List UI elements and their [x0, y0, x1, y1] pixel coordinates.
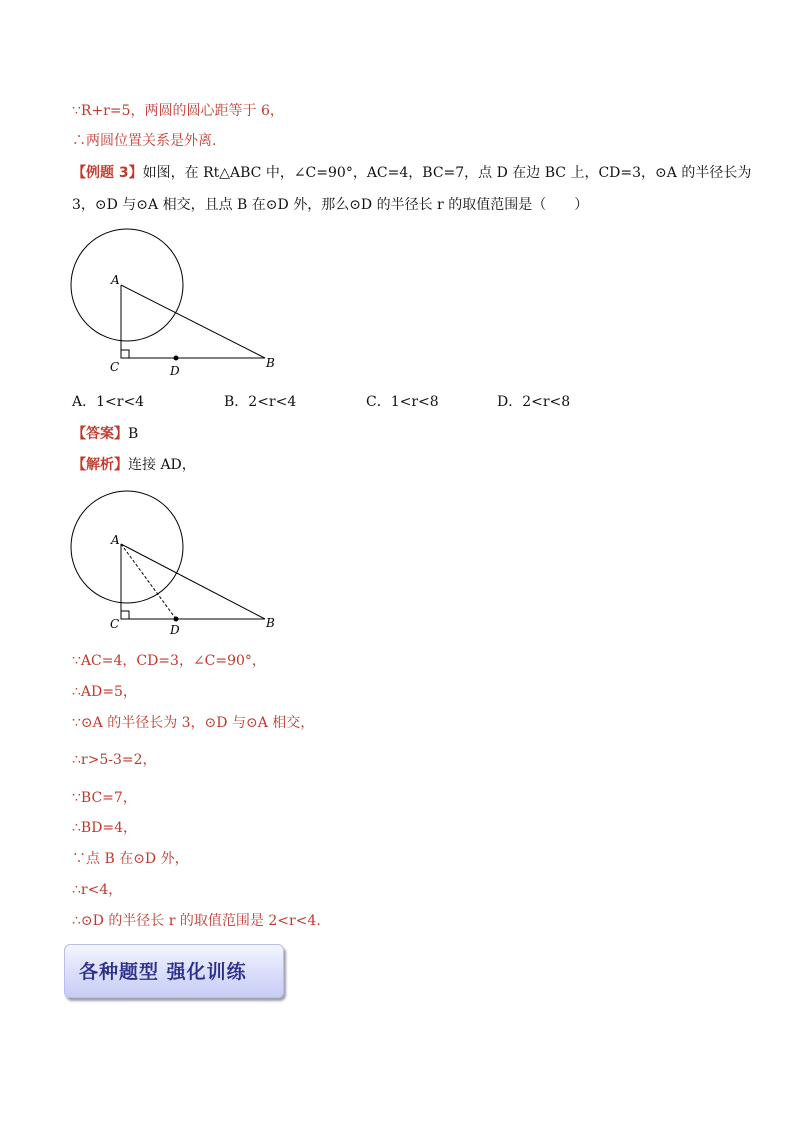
- point-d: [174, 356, 179, 361]
- section-banner-title: 各种题型 强化训练: [79, 961, 247, 983]
- option-d: D．2<r<8: [497, 394, 571, 410]
- label-d: D: [170, 623, 180, 636]
- solution-line: ∵AC=4，CD=3，∠C=90°，: [72, 653, 266, 669]
- segment-ad-dashed: [121, 544, 176, 619]
- figure-triangle-circle-ad: [62, 488, 292, 636]
- solution-line: ∴r>5-3=2，: [72, 752, 157, 768]
- text-line: ∵R+r=5，两圆的圆心距等于 6，: [72, 103, 284, 119]
- solution-line: ∴BD=4，: [72, 820, 138, 836]
- label-a: A: [111, 533, 120, 547]
- answer-value: B: [128, 426, 139, 442]
- solution-line: ∵点 B 在⊙D 外，: [72, 851, 189, 867]
- option-b: B．2<r<4: [224, 394, 297, 410]
- example-line-2: 3，⊙D 与⊙A 相交，且点 B 在⊙D 外，那么⊙D 的半径长 r 的取值范围是（ ）: [72, 197, 589, 213]
- section-banner: [64, 944, 284, 998]
- solution-line: ∴⊙D 的半径长 r 的取值范围是 2<r<4.: [72, 913, 321, 929]
- example-text-1: 如图，在 Rt△ABC 中，∠C=90°，AC=4，BC=7，点 D 在边 BC 上，CD=3，⊙A 的半径长为: [142, 165, 752, 181]
- analysis-text: 连接 AD，: [128, 457, 196, 473]
- example-tag: 【例题 3】: [72, 165, 143, 181]
- label-b: B: [266, 616, 275, 630]
- answer-line: [72, 424, 138, 444]
- figure-triangle-circle: [62, 226, 292, 382]
- analysis-tag: 【解析】: [72, 457, 128, 473]
- example-line-1: [72, 163, 751, 183]
- label-d: D: [170, 364, 180, 378]
- solution-line: ∵BC=7，: [72, 790, 137, 806]
- point-d: [174, 617, 179, 622]
- option-a: A．1<r<4: [72, 394, 145, 410]
- circle-a: [71, 229, 183, 341]
- solution-line: ∴AD=5，: [72, 684, 137, 700]
- text-line: ∴两圆位置关系是外离.: [72, 133, 217, 149]
- label-c: C: [110, 617, 120, 631]
- option-c: C．1<r<8: [366, 394, 439, 410]
- label-c: C: [110, 360, 120, 374]
- segment-ab: [121, 285, 265, 358]
- label-b: B: [266, 356, 275, 370]
- label-a: A: [111, 273, 120, 287]
- analysis-line: [72, 455, 196, 475]
- solution-line: ∵⊙A 的半径长为 3，⊙D 与⊙A 相交，: [72, 715, 315, 731]
- segment-ab: [121, 544, 265, 619]
- solution-line: ∴r<4，: [72, 882, 123, 898]
- right-angle-mark: [121, 350, 129, 358]
- answer-tag: 【答案】: [72, 426, 128, 442]
- right-angle-mark: [121, 611, 129, 619]
